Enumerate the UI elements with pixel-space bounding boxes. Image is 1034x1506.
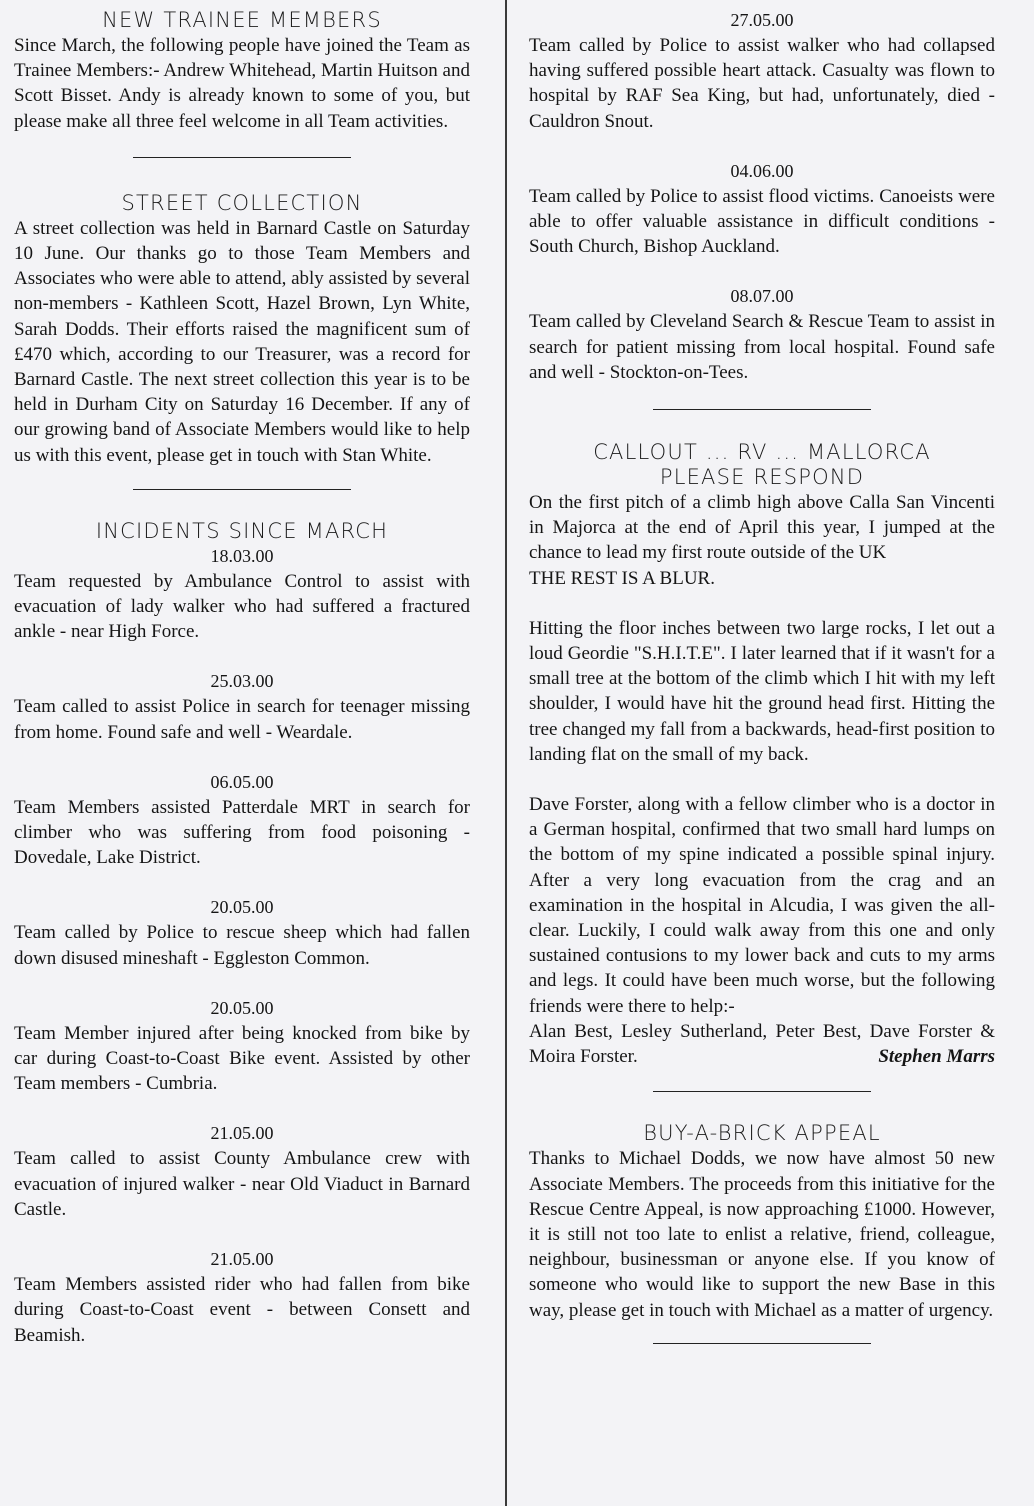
incident-entry [529,8,995,134]
new-trainee-heading: NEW TRAINEE MEMBERS [102,8,382,32]
incident-date: 04.06.00 [730,160,794,181]
callout-friends: Alan Best, Lesley Sutherland, Peter Best, Dave Forster & Moira Forster. [529,1020,995,1068]
incident-date: 27.05.00 [730,10,794,30]
incident-text: Team Members assisted Patterdale MRT in search for climber who was suffering from food poisoning - Dovedale, Lake District. [14,796,470,869]
incident-text: Team called by Police to assist walker who had collapsed having suffered possible heart attack. Casualty was flown to hospital by RAF Sea King, but had, unfortunately, died - Cauldron Snout. [529,35,995,132]
incident-entry [14,1247,470,1348]
buy-a-brick-heading: BUY-A-BRICK APPEAL [643,1121,881,1146]
incident-date: 18.03.00 [210,545,274,566]
incident-entry [14,1121,470,1222]
incident-date: 20.05.00 [210,997,274,1018]
callout-signature: Stephen Marrs [878,1046,995,1068]
incident-text: Team Member injured after being knocked from bike by car during Coast-to-Coast Bike event. Assisted by other Team members - Cumbria. [14,1022,470,1095]
callout-paragraph-2: Hitting the floor inches between two large rocks, I let out a loud Geordie "S.H.I.T.E". I later learned that if it wasn't for a small tree at the bottom of the climb which I hit with my left shoulder, I would have hit the ground head first. Hitting the tree changed my fall from a backwards, head-first position to landing flat on the small of my back. [529,617,995,765]
incident-text: Team requested by Ambulance Control to assist with evacuation of lady walker who had suffered a fractured ankle - near High Force. [14,570,470,643]
column-divider [505,0,507,1506]
incident-date: 21.05.00 [210,1249,274,1270]
incident-date: 06.05.00 [210,771,274,792]
incident-entry [529,159,995,260]
incident-text: Team called to assist Police in search for teenager missing from home. Found safe and well - Weardale. [14,696,470,743]
callout-heading-line2: PLEASE RESPOND [659,465,865,490]
callout-heading-line1: CALLOUT ... RV ... MALLORCA [593,440,931,465]
buy-a-brick-body: Thanks to Michael Dodds, we now have almost 50 new Associate Members. The proceeds from this initiative for the Rescue Centre Appeal, is now approaching £1000. However, it is still not too late to enlist a relative, friend, colleague, neighbour, businessman or anyone else. If you know of someone who would like to support the new Base in this way, please get in touch with Michael as a matter of urgency. [529,1148,995,1321]
new-trainee-body: Since March, the following people have joined the Team as Trainee Members:- Andrew Whitehead, Martin Huitson and Scott Bisset. Andy is already known to some of you, but please make all three feel welcome in all Team activities. [14,35,470,132]
incident-entry [14,996,470,1097]
incident-date: 21.05.00 [210,1123,274,1144]
section-rule [653,1343,871,1344]
incident-text: Team called by Police to assist flood victims. Canoeists were able to offer valuable assistance in difficult conditions - South Church, Bishop Auckland. [529,185,995,258]
incident-entry [529,284,995,385]
incident-date: 08.07.00 [730,286,794,307]
incident-entry [14,669,470,744]
incident-text: Team called by Cleveland Search & Rescue Team to assist in search for patient missing from local hospital. Found safe and well - Stockton-on-Tees. [529,311,995,383]
incident-date: 25.03.00 [210,671,274,692]
incident-date: 20.05.00 [210,897,274,918]
incident-text: Team Members assisted rider who had fallen from bike during Coast-to-Coast event - between Consett and Beamish. [14,1274,470,1346]
incident-text: Team called to assist County Ambulance crew with evacuation of injured walker - near Old Viaduct in Barnard Castle. [14,1148,470,1220]
callout-friends-line [529,1019,995,1069]
incident-entry [14,770,470,871]
street-collection-body: A street collection was held in Barnard Castle on Saturday 10 June. Our thanks go to those Team Members and Associates who were able to attend, ably assisted by several non-members - Kathleen Scott, Hazel Brown, Lyn White, Sarah Dodds. Their efforts raised the magnificent sum of £470 which, according to our Treasurer, was a record for Barnard Castle. The next street collection this year is to be held in Durham City on Saturday 16 December. If any of our growing band of Associate Members would like to help us with this event, please get in touch with Stan White. [14,217,470,466]
street-collection-heading: STREET COLLECTION [121,190,363,215]
incident-text: Team called by Police to rescue sheep which had fallen down disused mineshaft - Eggleston Common. [14,922,470,969]
left-column [14,0,470,1348]
callout-paragraph-3: Dave Forster, along with a fellow climber who is a doctor in a German hospital, confirmed that two small hard lumps on the bottom of my spine indicated a possible spinal injury. After a very long evacuation from the crag and an examination in the hospital in Alcudia, I was given the all-clear. Luckily, I could walk away from this one and only sustained contusions to my lower back and cuts to my arms and legs. It could have been much worse, but the following friends were there to help:- [529,794,995,1017]
incident-entry [14,895,470,970]
incidents-heading: INCIDENTS SINCE MARCH [95,518,389,543]
callout-blur-line: THE REST IS A BLUR. [529,567,715,589]
callout-paragraph-1: On the first pitch of a climb high above Calla San Vincenti in Majorca at the end of April this year, I jumped at the chance to lead my first route outside of the UK [529,492,995,564]
incident-entry [14,544,470,645]
right-column [529,0,995,1344]
